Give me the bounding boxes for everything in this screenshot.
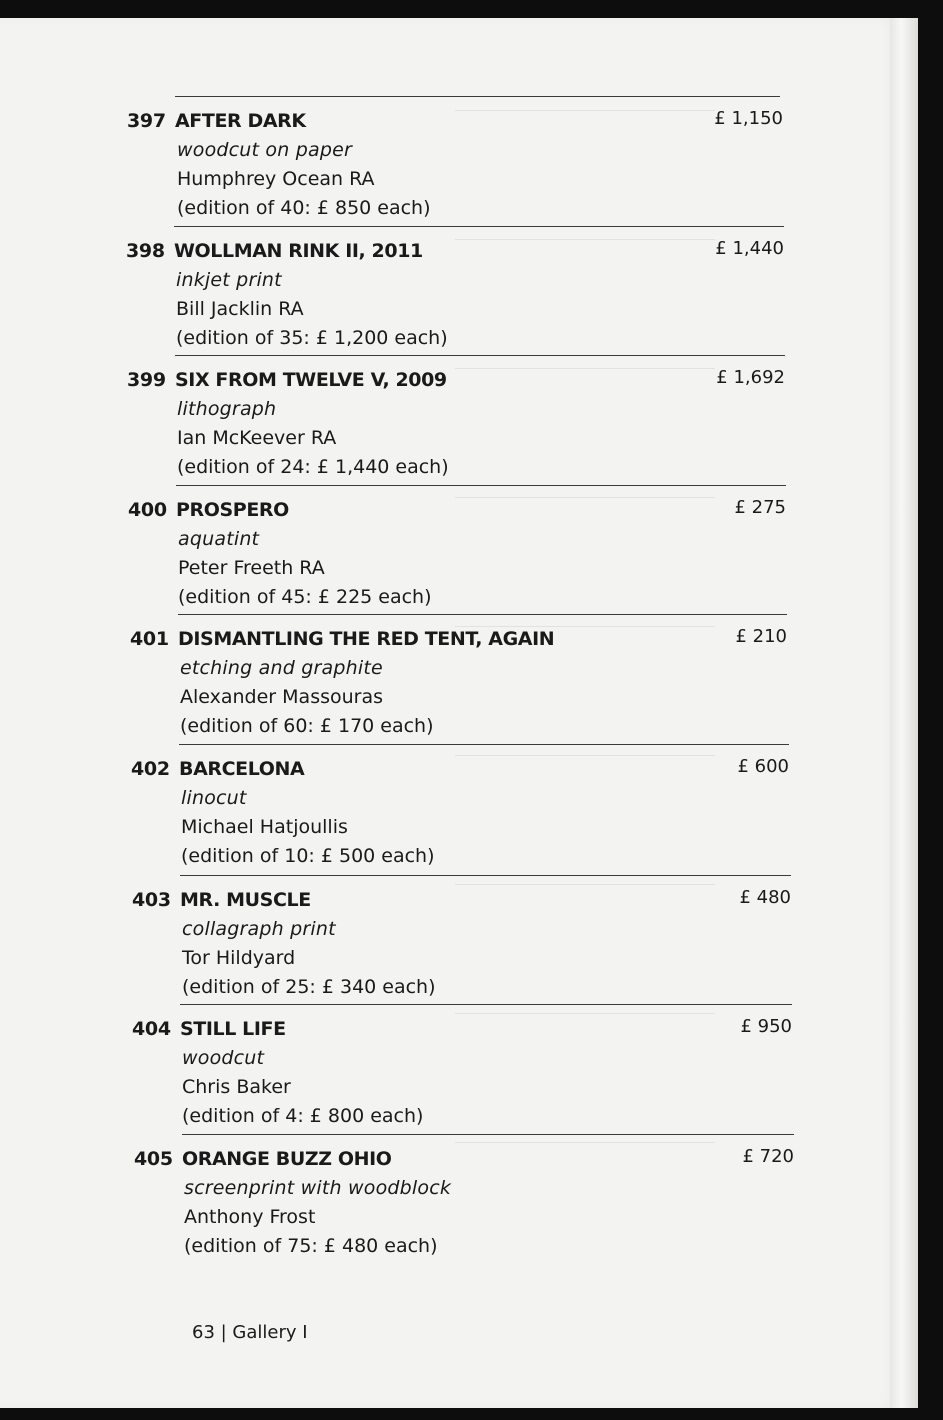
artwork-price: £ 480 — [739, 887, 791, 908]
artwork-price: £ 210 — [735, 626, 787, 647]
artist-name: Anthony Frost — [184, 1206, 316, 1228]
artist-name: Chris Baker — [182, 1076, 291, 1098]
edition-info: (edition of 10: £ 500 each) — [181, 845, 435, 867]
catalogue-entry — [131, 744, 789, 874]
catalogue-entry — [127, 96, 783, 226]
entry-divider — [175, 355, 785, 356]
artwork-medium: aquatint — [178, 528, 260, 550]
catalogue-entry — [134, 1134, 794, 1264]
catalogue-entry — [128, 485, 786, 615]
artwork-title: WOLLMAN RINK II, 2011 — [174, 240, 423, 262]
artwork-title: SIX FROM TWELVE V, 2009 — [175, 369, 447, 391]
edition-info: (edition of 4: £ 800 each) — [182, 1105, 424, 1127]
edition-info: (edition of 60: £ 170 each) — [180, 715, 434, 737]
artwork-price: £ 950 — [740, 1016, 792, 1037]
artwork-medium: collagraph print — [182, 918, 336, 940]
artwork-price: £ 600 — [737, 756, 789, 777]
edition-info: (edition of 40: £ 850 each) — [177, 197, 431, 219]
artwork-medium: lithograph — [177, 398, 277, 420]
entry-divider — [180, 1004, 792, 1005]
catalogue-entry — [132, 875, 791, 1005]
artwork-medium: woodcut — [182, 1047, 265, 1069]
catalogue-entry — [127, 355, 785, 485]
edition-info: (edition of 75: £ 480 each) — [184, 1235, 438, 1257]
catalogue-entry — [132, 1004, 792, 1134]
lot-number: 397 — [127, 110, 166, 132]
artwork-medium: etching and graphite — [180, 657, 383, 679]
artwork-title: ORANGE BUZZ OHIO — [182, 1148, 392, 1170]
artist-name: Alexander Massouras — [180, 686, 384, 708]
catalogue-entry — [130, 614, 787, 744]
artwork-medium: linocut — [181, 787, 247, 809]
entry-divider — [178, 614, 787, 615]
artwork-medium: inkjet print — [176, 269, 282, 291]
entry-divider — [179, 744, 789, 745]
artist-name: Humphrey Ocean RA — [177, 168, 375, 190]
artwork-title: DISMANTLING THE RED TENT, AGAIN — [178, 628, 555, 650]
artist-name: Peter Freeth RA — [178, 557, 325, 579]
lot-number: 404 — [132, 1018, 171, 1040]
lot-number: 402 — [131, 758, 170, 780]
artwork-price: £ 720 — [742, 1146, 794, 1167]
lot-number: 399 — [127, 369, 166, 391]
page-footer: 63 | Gallery I — [192, 1322, 308, 1343]
artwork-title: MR. MUSCLE — [180, 889, 311, 911]
edition-info: (edition of 24: £ 1,440 each) — [177, 456, 449, 478]
entry-divider — [180, 875, 791, 876]
artwork-price: £ 1,150 — [714, 108, 783, 129]
artist-name: Michael Hatjoullis — [181, 816, 348, 838]
artwork-title: STILL LIFE — [180, 1018, 286, 1040]
entry-divider — [176, 485, 786, 486]
artwork-price: £ 275 — [734, 497, 786, 518]
lot-number: 400 — [128, 499, 167, 521]
entry-divider — [175, 96, 780, 97]
lot-number: 398 — [126, 240, 165, 262]
edition-info: (edition of 35: £ 1,200 each) — [176, 327, 448, 349]
artwork-title: BARCELONA — [179, 758, 305, 780]
artwork-title: AFTER DARK — [175, 110, 306, 132]
artwork-price: £ 1,440 — [715, 238, 784, 259]
entry-divider — [174, 226, 784, 227]
catalogue-entry — [126, 226, 784, 356]
artwork-price: £ 1,692 — [716, 367, 785, 388]
edition-info: (edition of 25: £ 340 each) — [182, 976, 436, 998]
entry-divider — [182, 1134, 794, 1135]
artwork-medium: woodcut on paper — [177, 139, 352, 161]
artwork-title: PROSPERO — [176, 499, 289, 521]
edition-info: (edition of 45: £ 225 each) — [178, 586, 432, 608]
lot-number: 401 — [130, 628, 169, 650]
artwork-medium: screenprint with woodblock — [184, 1177, 452, 1199]
artist-name: Bill Jacklin RA — [176, 298, 304, 320]
lot-number: 403 — [132, 889, 171, 911]
artist-name: Tor Hildyard — [182, 947, 296, 969]
lot-number: 405 — [134, 1148, 173, 1170]
artist-name: Ian McKeever RA — [177, 427, 337, 449]
